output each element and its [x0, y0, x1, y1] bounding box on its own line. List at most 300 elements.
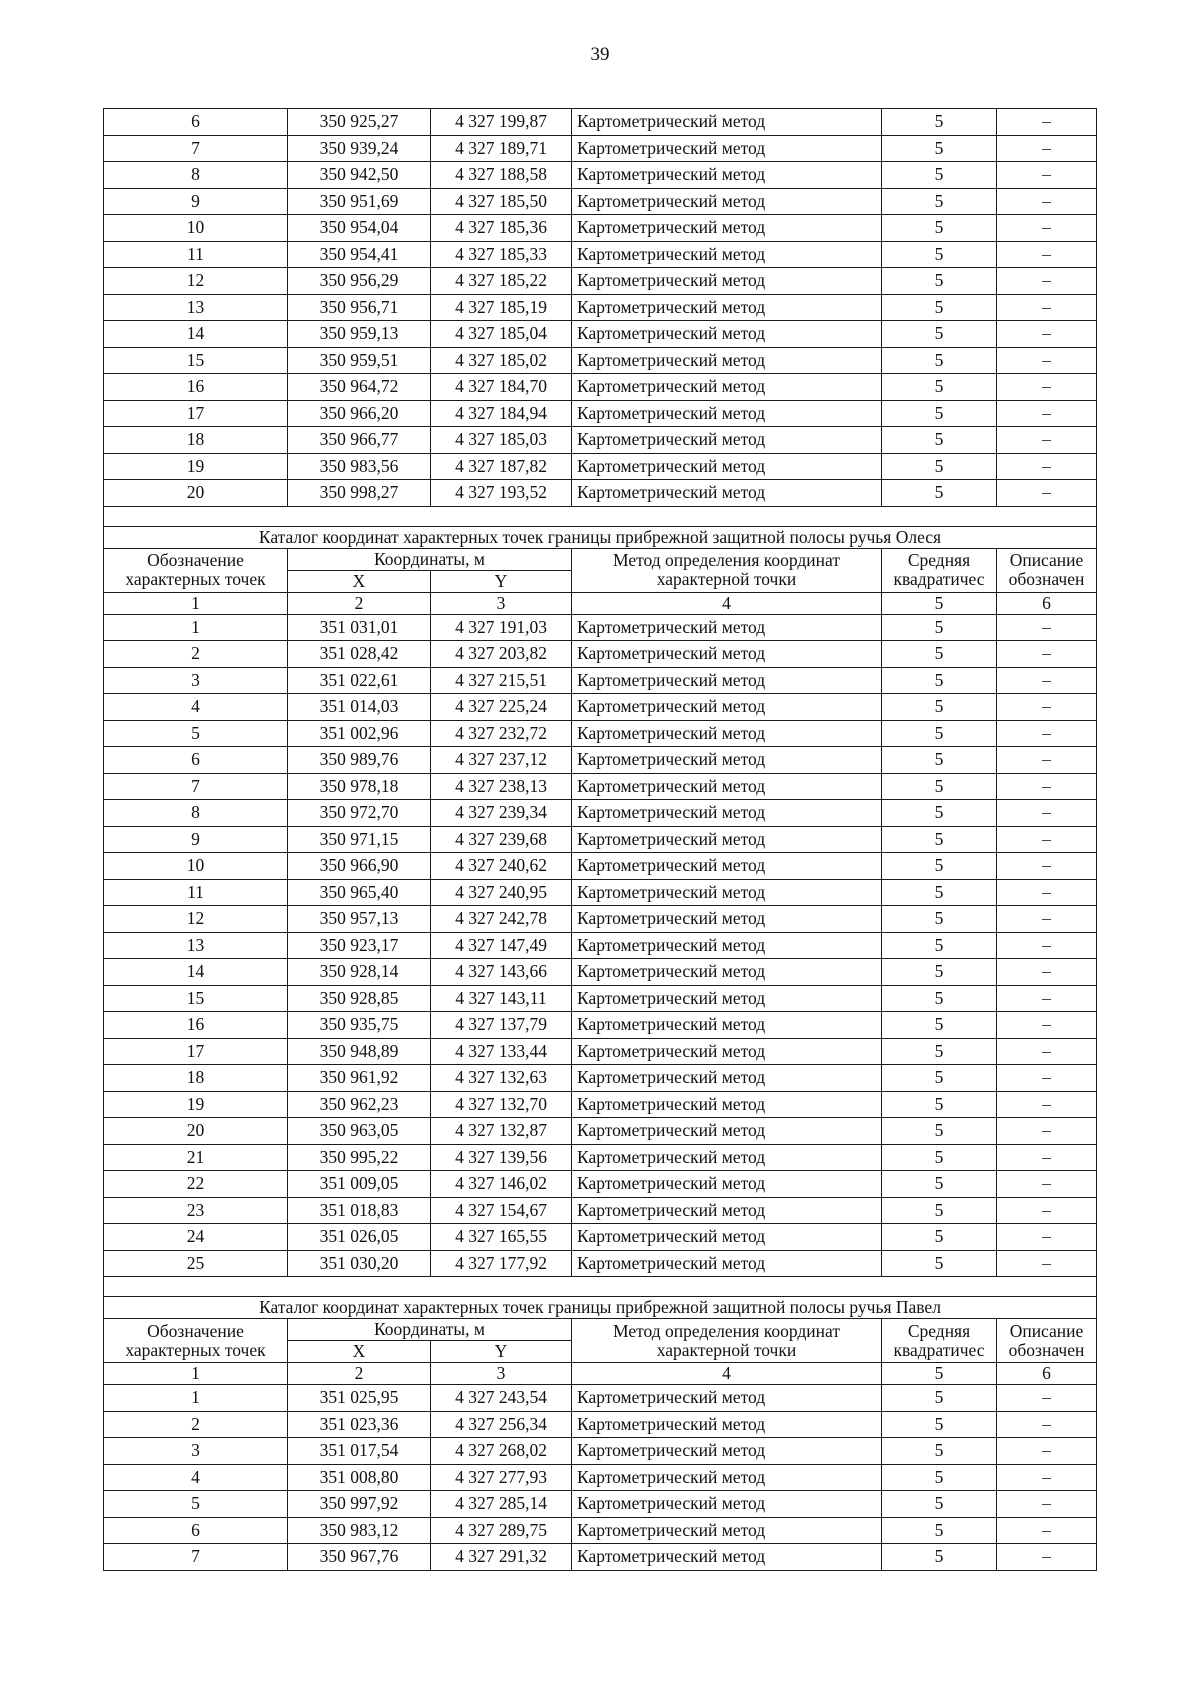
x-coordinate-cell: 351 018,83 [288, 1197, 431, 1224]
description-cell: – [997, 879, 1097, 906]
point-number-cell: 7 [104, 135, 288, 162]
accuracy-cell: 5 [882, 1385, 997, 1412]
table-row [104, 400, 1097, 427]
accuracy-cell: 5 [882, 1250, 997, 1277]
description-cell: – [997, 826, 1097, 853]
header-text: обозначен [1008, 570, 1085, 589]
x-coordinate-cell: 351 014,03 [288, 694, 431, 721]
header-method [572, 548, 882, 592]
header-text: Средняя [907, 550, 971, 570]
x-coordinate-cell: 350 971,15 [288, 826, 431, 853]
accuracy-cell: 5 [882, 1091, 997, 1118]
page-number: 39 [590, 44, 610, 65]
x-coordinate-cell: 350 956,29 [288, 268, 431, 295]
point-number-cell: 9 [104, 188, 288, 215]
header-accuracy [882, 1319, 997, 1363]
y-coordinate-cell: 4 327 285,14 [431, 1491, 572, 1518]
section-title-row [104, 526, 1097, 548]
description-cell: – [997, 667, 1097, 694]
y-coordinate-cell: 4 327 143,11 [431, 985, 572, 1012]
accuracy-cell: 5 [882, 1544, 997, 1571]
point-number-cell: 11 [104, 241, 288, 268]
point-number-cell: 2 [104, 641, 288, 668]
method-cell: Картометрический метод [572, 1517, 882, 1544]
accuracy-cell: 5 [882, 1144, 997, 1171]
method-cell: Картометрический метод [572, 1012, 882, 1039]
header-accuracy [882, 548, 997, 592]
accuracy-cell: 5 [882, 1171, 997, 1198]
accuracy-cell: 5 [882, 747, 997, 774]
accuracy-cell: 5 [882, 162, 997, 189]
y-coordinate-cell: 4 327 133,44 [431, 1038, 572, 1065]
x-coordinate-cell: 350 997,92 [288, 1491, 431, 1518]
x-coordinate-cell: 350 998,27 [288, 480, 431, 507]
x-coordinate-cell: 351 030,20 [288, 1250, 431, 1277]
point-number-cell: 7 [104, 773, 288, 800]
y-coordinate-cell: 4 327 240,95 [431, 879, 572, 906]
accuracy-cell: 5 [882, 1517, 997, 1544]
table-row [104, 1250, 1097, 1277]
description-cell: – [997, 1544, 1097, 1571]
table-row [104, 241, 1097, 268]
table-row [104, 614, 1097, 641]
x-coordinate-cell: 350 964,72 [288, 374, 431, 401]
y-coordinate-cell: 4 327 232,72 [431, 720, 572, 747]
table-row [104, 109, 1097, 136]
accuracy-cell: 5 [882, 1118, 997, 1145]
description-cell: – [997, 985, 1097, 1012]
y-coordinate-cell: 4 327 132,63 [431, 1065, 572, 1092]
table-row [104, 188, 1097, 215]
method-cell: Картометрический метод [572, 135, 882, 162]
y-coordinate-cell: 4 327 277,93 [431, 1464, 572, 1491]
header-row [104, 1319, 1097, 1341]
description-cell: – [997, 268, 1097, 295]
x-coordinate-cell: 350 935,75 [288, 1012, 431, 1039]
y-coordinate-cell: 4 327 239,34 [431, 800, 572, 827]
x-coordinate-cell: 350 995,22 [288, 1144, 431, 1171]
accuracy-cell: 5 [882, 480, 997, 507]
point-number-cell: 2 [104, 1411, 288, 1438]
x-coordinate-cell: 350 983,12 [288, 1517, 431, 1544]
description-cell: – [997, 1038, 1097, 1065]
header-text: Средняя [907, 1320, 971, 1341]
table-row [104, 1038, 1097, 1065]
x-coordinate-cell: 350 928,85 [288, 985, 431, 1012]
table-row [104, 932, 1097, 959]
table-row [104, 906, 1097, 933]
header-text: характерных точек [125, 570, 266, 589]
table-row [104, 480, 1097, 507]
description-cell: – [997, 347, 1097, 374]
x-coordinate-cell: 350 954,04 [288, 215, 431, 242]
description-cell: – [997, 906, 1097, 933]
column-numbers-row [104, 1363, 1097, 1385]
y-coordinate-cell: 4 327 185,22 [431, 268, 572, 295]
header-text: Описание [1009, 550, 1084, 570]
description-cell: – [997, 1171, 1097, 1198]
accuracy-cell: 5 [882, 215, 997, 242]
accuracy-cell: 5 [882, 932, 997, 959]
method-cell: Картометрический метод [572, 321, 882, 348]
x-coordinate-cell: 350 948,89 [288, 1038, 431, 1065]
method-cell: Картометрический метод [572, 1224, 882, 1251]
method-cell: Картометрический метод [572, 1144, 882, 1171]
method-cell: Картометрический метод [572, 932, 882, 959]
y-coordinate-cell: 4 327 191,03 [431, 614, 572, 641]
accuracy-cell: 5 [882, 641, 997, 668]
description-cell: – [997, 453, 1097, 480]
y-coordinate-cell: 4 327 185,03 [431, 427, 572, 454]
table-row [104, 1171, 1097, 1198]
y-coordinate-cell: 4 327 239,68 [431, 826, 572, 853]
description-cell: – [997, 1144, 1097, 1171]
description-cell: – [997, 109, 1097, 136]
section-title: Каталог координат характерных точек границы прибрежной защитной полосы ручья Павел [104, 1297, 1097, 1319]
description-cell: – [997, 135, 1097, 162]
x-coordinate-cell: 351 009,05 [288, 1171, 431, 1198]
accuracy-cell: 5 [882, 1491, 997, 1518]
x-coordinate-cell: 350 972,70 [288, 800, 431, 827]
accuracy-cell: 5 [882, 826, 997, 853]
description-cell: – [997, 188, 1097, 215]
accuracy-cell: 5 [882, 1065, 997, 1092]
column-number: 2 [288, 1363, 431, 1385]
y-coordinate-cell: 4 327 243,54 [431, 1385, 572, 1412]
table-row [104, 773, 1097, 800]
point-number-cell: 4 [104, 694, 288, 721]
accuracy-cell: 5 [882, 906, 997, 933]
header-row [104, 548, 1097, 570]
table-row [104, 641, 1097, 668]
description-cell: – [997, 773, 1097, 800]
point-number-cell: 7 [104, 1544, 288, 1571]
table-row [104, 879, 1097, 906]
point-number-cell: 9 [104, 826, 288, 853]
x-coordinate-cell: 351 025,95 [288, 1385, 431, 1412]
x-coordinate-cell: 350 978,18 [288, 773, 431, 800]
y-coordinate-cell: 4 327 185,04 [431, 321, 572, 348]
y-coordinate-cell: 4 327 215,51 [431, 667, 572, 694]
point-number-cell: 20 [104, 480, 288, 507]
accuracy-cell: 5 [882, 614, 997, 641]
point-number-cell: 1 [104, 1385, 288, 1412]
y-coordinate-cell: 4 327 187,82 [431, 453, 572, 480]
column-number: 6 [997, 1363, 1097, 1385]
accuracy-cell: 5 [882, 268, 997, 295]
x-coordinate-cell: 350 957,13 [288, 906, 431, 933]
accuracy-cell: 5 [882, 321, 997, 348]
table-row [104, 720, 1097, 747]
y-coordinate-cell: 4 327 185,36 [431, 215, 572, 242]
table-row [104, 1197, 1097, 1224]
column-number: 5 [882, 1363, 997, 1385]
header-method [572, 1319, 882, 1363]
y-coordinate-cell: 4 327 147,49 [431, 932, 572, 959]
accuracy-cell: 5 [882, 347, 997, 374]
y-coordinate-cell: 4 327 238,13 [431, 773, 572, 800]
x-coordinate-cell: 350 966,90 [288, 853, 431, 880]
x-coordinate-cell: 350 925,27 [288, 109, 431, 136]
y-coordinate-cell: 4 327 203,82 [431, 641, 572, 668]
x-coordinate-cell: 350 961,92 [288, 1065, 431, 1092]
description-cell: – [997, 162, 1097, 189]
y-coordinate-cell: 4 327 185,02 [431, 347, 572, 374]
y-coordinate-cell: 4 327 146,02 [431, 1171, 572, 1198]
y-coordinate-cell: 4 327 199,87 [431, 109, 572, 136]
header-text: характерных точек [125, 1340, 266, 1360]
description-cell: – [997, 1464, 1097, 1491]
point-number-cell: 4 [104, 1464, 288, 1491]
point-number-cell: 18 [104, 427, 288, 454]
description-cell: – [997, 747, 1097, 774]
y-coordinate-cell: 4 327 139,56 [431, 1144, 572, 1171]
method-cell: Картометрический метод [572, 1438, 882, 1465]
point-number-cell: 13 [104, 294, 288, 321]
table-row [104, 667, 1097, 694]
y-coordinate-cell: 4 327 143,66 [431, 959, 572, 986]
column-number: 6 [997, 592, 1097, 614]
description-cell: – [997, 400, 1097, 427]
table-row [104, 1464, 1097, 1491]
table-row [104, 1012, 1097, 1039]
y-coordinate-cell: 4 327 256,34 [431, 1411, 572, 1438]
method-cell: Картометрический метод [572, 109, 882, 136]
x-coordinate-cell: 350 966,77 [288, 427, 431, 454]
x-coordinate-cell: 350 954,41 [288, 241, 431, 268]
table-row [104, 1385, 1097, 1412]
method-cell: Картометрический метод [572, 1118, 882, 1145]
point-number-cell: 17 [104, 400, 288, 427]
header-point-designation [104, 1319, 288, 1363]
method-cell: Картометрический метод [572, 480, 882, 507]
method-cell: Картометрический метод [572, 1197, 882, 1224]
description-cell: – [997, 294, 1097, 321]
point-number-cell: 8 [104, 162, 288, 189]
y-coordinate-cell: 4 327 268,02 [431, 1438, 572, 1465]
description-cell: – [997, 720, 1097, 747]
y-coordinate-cell: 4 327 185,19 [431, 294, 572, 321]
method-cell: Картометрический метод [572, 879, 882, 906]
method-cell: Картометрический метод [572, 400, 882, 427]
description-cell: – [997, 1012, 1097, 1039]
point-number-cell: 6 [104, 747, 288, 774]
point-number-cell: 8 [104, 800, 288, 827]
method-cell: Картометрический метод [572, 162, 882, 189]
method-cell: Картометрический метод [572, 1171, 882, 1198]
accuracy-cell: 5 [882, 800, 997, 827]
x-coordinate-cell: 350 928,14 [288, 959, 431, 986]
y-coordinate-cell: 4 327 185,33 [431, 241, 572, 268]
accuracy-cell: 5 [882, 294, 997, 321]
description-cell: – [997, 614, 1097, 641]
description-cell: – [997, 1385, 1097, 1412]
x-coordinate-cell: 350 923,17 [288, 932, 431, 959]
header-text: Обозначение [147, 1320, 244, 1341]
header-text: характерной точки [656, 570, 797, 589]
x-coordinate-cell: 350 951,69 [288, 188, 431, 215]
point-number-cell: 12 [104, 268, 288, 295]
y-coordinate-cell: 4 327 193,52 [431, 480, 572, 507]
method-cell: Картометрический метод [572, 959, 882, 986]
point-number-cell: 3 [104, 1438, 288, 1465]
y-coordinate-cell: 4 327 177,92 [431, 1250, 572, 1277]
description-cell: – [997, 694, 1097, 721]
point-number-cell: 16 [104, 374, 288, 401]
accuracy-cell: 5 [882, 985, 997, 1012]
accuracy-cell: 5 [882, 1197, 997, 1224]
point-number-cell: 23 [104, 1197, 288, 1224]
section-title-row [104, 1297, 1097, 1319]
table-row [104, 427, 1097, 454]
description-cell: – [997, 321, 1097, 348]
point-number-cell: 6 [104, 1517, 288, 1544]
table-row [104, 853, 1097, 880]
table-row [104, 1517, 1097, 1544]
table-row [104, 694, 1097, 721]
description-cell: – [997, 1065, 1097, 1092]
method-cell: Картометрический метод [572, 1464, 882, 1491]
point-number-cell: 12 [104, 906, 288, 933]
point-number-cell: 19 [104, 1091, 288, 1118]
method-cell: Картометрический метод [572, 800, 882, 827]
x-coordinate-cell: 351 026,05 [288, 1224, 431, 1251]
accuracy-cell: 5 [882, 400, 997, 427]
accuracy-cell: 5 [882, 109, 997, 136]
table-row [104, 1411, 1097, 1438]
header-text: Описание [1009, 1320, 1084, 1341]
table-row [104, 985, 1097, 1012]
header-text: квадратичес [893, 570, 985, 589]
point-number-cell: 24 [104, 1224, 288, 1251]
method-cell: Картометрический метод [572, 1038, 882, 1065]
method-cell: Картометрический метод [572, 215, 882, 242]
point-number-cell: 22 [104, 1171, 288, 1198]
accuracy-cell: 5 [882, 1224, 997, 1251]
description-cell: – [997, 1438, 1097, 1465]
point-number-cell: 5 [104, 1491, 288, 1518]
table-row [104, 959, 1097, 986]
x-coordinate-cell: 351 023,36 [288, 1411, 431, 1438]
point-number-cell: 6 [104, 109, 288, 136]
accuracy-cell: 5 [882, 773, 997, 800]
method-cell: Картометрический метод [572, 747, 882, 774]
x-coordinate-cell: 350 956,71 [288, 294, 431, 321]
section-title: Каталог координат характерных точек границы прибрежной защитной полосы ручья Олеся [104, 526, 1097, 548]
point-number-cell: 15 [104, 985, 288, 1012]
y-coordinate-cell: 4 327 154,67 [431, 1197, 572, 1224]
spacer-row [104, 506, 1097, 526]
x-coordinate-cell: 351 022,61 [288, 667, 431, 694]
description-cell: – [997, 1091, 1097, 1118]
table-row [104, 162, 1097, 189]
description-cell: – [997, 1118, 1097, 1145]
accuracy-cell: 5 [882, 667, 997, 694]
x-coordinate-cell: 350 983,56 [288, 453, 431, 480]
description-cell: – [997, 374, 1097, 401]
description-cell: – [997, 641, 1097, 668]
y-coordinate-cell: 4 327 189,71 [431, 135, 572, 162]
method-cell: Картометрический метод [572, 1385, 882, 1412]
description-cell: – [997, 480, 1097, 507]
x-coordinate-cell: 351 017,54 [288, 1438, 431, 1465]
spacer-cell [104, 506, 1097, 526]
table-row [104, 321, 1097, 348]
table-row [104, 135, 1097, 162]
header-coordinates: Координаты, м [288, 548, 572, 570]
accuracy-cell: 5 [882, 1464, 997, 1491]
spacer-cell [104, 1277, 1097, 1297]
header-description [997, 548, 1097, 592]
table-row [104, 1065, 1097, 1092]
accuracy-cell: 5 [882, 1438, 997, 1465]
column-number: 1 [104, 592, 288, 614]
description-cell: – [997, 932, 1097, 959]
accuracy-cell: 5 [882, 959, 997, 986]
x-coordinate-cell: 350 967,76 [288, 1544, 431, 1571]
table-row [104, 1224, 1097, 1251]
description-cell: – [997, 427, 1097, 454]
description-cell: – [997, 1491, 1097, 1518]
header-text: квадратичес [893, 1340, 985, 1360]
column-numbers-row [104, 592, 1097, 614]
x-coordinate-cell: 350 959,51 [288, 347, 431, 374]
point-number-cell: 15 [104, 347, 288, 374]
description-cell: – [997, 1250, 1097, 1277]
header-y: Y [431, 1341, 572, 1363]
method-cell: Картометрический метод [572, 1544, 882, 1571]
method-cell: Картометрический метод [572, 1491, 882, 1518]
header-coordinates: Координаты, м [288, 1319, 572, 1341]
description-cell: – [997, 1224, 1097, 1251]
y-coordinate-cell: 4 327 165,55 [431, 1224, 572, 1251]
column-number: 5 [882, 592, 997, 614]
x-coordinate-cell: 350 942,50 [288, 162, 431, 189]
method-cell: Картометрический метод [572, 773, 882, 800]
x-coordinate-cell: 350 939,24 [288, 135, 431, 162]
method-cell: Картометрический метод [572, 1065, 882, 1092]
header-text: обозначен [1008, 1340, 1085, 1360]
y-coordinate-cell: 4 327 132,70 [431, 1091, 572, 1118]
x-coordinate-cell: 351 008,80 [288, 1464, 431, 1491]
description-cell: – [997, 215, 1097, 242]
table-row [104, 347, 1097, 374]
column-number: 4 [572, 592, 882, 614]
table-row [104, 1438, 1097, 1465]
table-row [104, 800, 1097, 827]
method-cell: Картометрический метод [572, 347, 882, 374]
method-cell: Картометрический метод [572, 826, 882, 853]
x-coordinate-cell: 351 028,42 [288, 641, 431, 668]
header-text: Метод определения координат [613, 1320, 840, 1341]
point-number-cell: 17 [104, 1038, 288, 1065]
description-cell: – [997, 959, 1097, 986]
description-cell: – [997, 1411, 1097, 1438]
point-number-cell: 11 [104, 879, 288, 906]
table-row [104, 1091, 1097, 1118]
method-cell: Картометрический метод [572, 614, 882, 641]
point-number-cell: 18 [104, 1065, 288, 1092]
point-number-cell: 21 [104, 1144, 288, 1171]
point-number-cell: 14 [104, 321, 288, 348]
method-cell: Картометрический метод [572, 1411, 882, 1438]
table-row [104, 1118, 1097, 1145]
column-number: 3 [431, 592, 572, 614]
method-cell: Картометрический метод [572, 1250, 882, 1277]
column-number: 2 [288, 592, 431, 614]
point-number-cell: 16 [104, 1012, 288, 1039]
method-cell: Картометрический метод [572, 241, 882, 268]
